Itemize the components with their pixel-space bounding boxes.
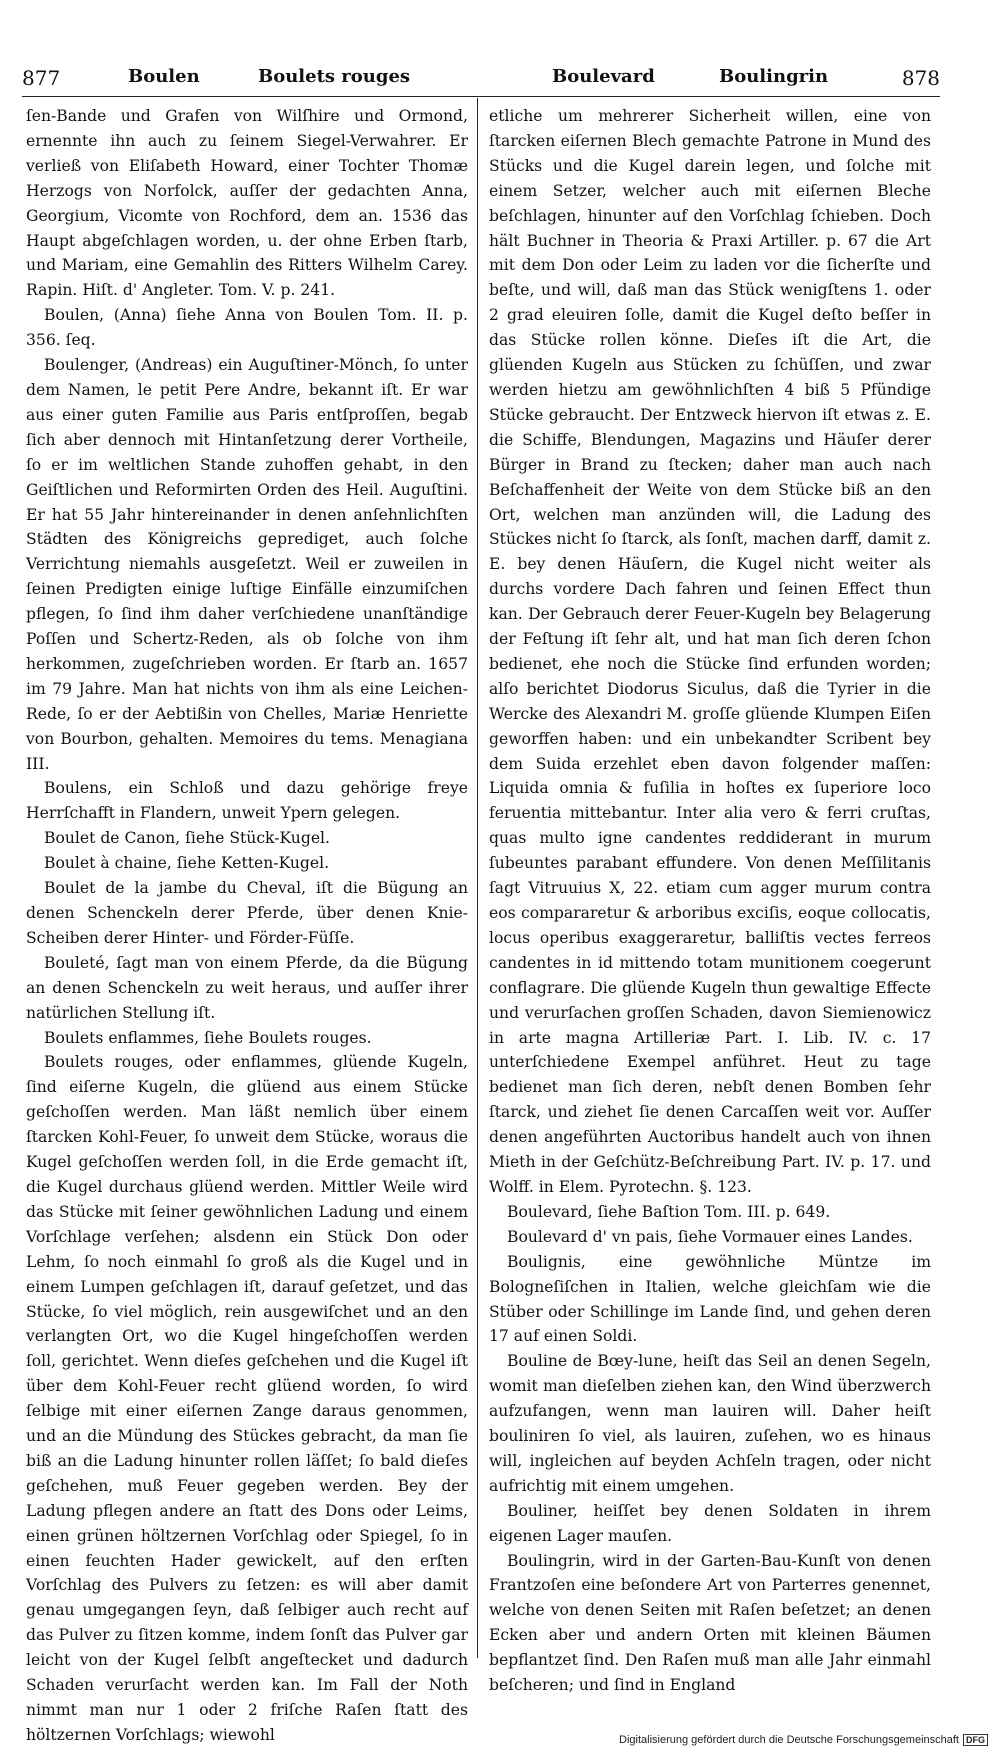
footer-text: Digitalisierung gefördert durch die Deutsche Forschungsgemeinschaft: [619, 1734, 959, 1746]
paragraph: Bouliner, heiſſet bey denen Soldaten in ihrem eigenen Lager mauſen.: [489, 1501, 931, 1545]
left-column: [26, 104, 468, 1748]
paragraph: Boulets rouges, oder enflammes, glüende Kugeln, ſind eiſerne Kugeln, die glüend aus einem Stücke geſchoſſen werden. Man läßt nemlich über einem ſtarcken Kohl-Feuer, ſo unweit dem Stücke, woraus die Kugel geſchoſſen werden ſoll, in die Erde gemacht iſt, die Kugel durchaus glüend werden. Mittler Weile wird das Stücke mit ſeiner gewöhnlichen Ladung und einem Vorſchlage verſehen; alsdenn ein Stück Don oder Lehm, ſo noch einmahl ſo groß als die Kugel und in einem Lumpen geſchlagen iſt, darauf geſetzet, und das Stücke, ſo viel möglich, rein ausgewiſchet und an den verlangten Ort, wo die Kugel hingeſchoſſen werden ſoll, gerichtet. Wenn dieſes geſchehen und die Kugel iſt über dem Kohl-Feuer recht glüend worden, ſo wird ſelbige mit einer eiſernen Zange daraus genommen, und an die Mündung des Stückes gebracht, da man ſie biß an die Ladung hinunter rollen läſſet; ſo bald dieſes geſchehen, muß Feuer gegeben werden. Bey der Ladung pflegen andere an ſtatt des Dons oder Leims, einen grünen höltzernen Vorſchlag oder Spiegel, ſo in einen feuchten Hader gewickelt, auf den erſten Vorſchlag des Pulvers zu ſetzen: es will aber damit genau umgegangen ſeyn, daß ſelbiger auch recht auf das Pulver zu ſitzen komme, indem ſonſt das Pulver gar leicht von der Kugel ſelbſt angeſtecket und dadurch Schaden verurſacht werden kan. Im Fall der Noth nimmt man nur 1 oder 2 friſche Raſen ſtatt des höltzernen Vorſchlags; wiewohl: [26, 1053, 468, 1744]
column-divider: [477, 98, 478, 1658]
paragraph: Boulets enflammes, ſiehe Boulets rouges.: [44, 1028, 372, 1047]
paragraph: Bouleté, ſagt man von einem Pferde, da die Bügung an denen Schenckeln zu weit heraus, und auſſer ihrer natürlichen Stellung iſt.: [26, 953, 468, 1022]
paragraph: Boulevard, ſiehe Baſtion Tom. III. p. 649.: [507, 1202, 831, 1221]
digitization-footer: [619, 1734, 988, 1746]
right-column: [489, 104, 931, 1698]
catchword-2: Boulets rouges: [258, 66, 411, 87]
paragraph: Boulen, (Anna) ſiehe Anna von Boulen Tom. II. p. 356. ſeq.: [26, 306, 468, 350]
paragraph: Boulet de Canon, ſiehe Stück-Kugel.: [44, 829, 331, 848]
catchword-3: Boulevard: [552, 66, 655, 87]
paragraph: Boulevard d' vn pais, ſiehe Vormauer eines Landes.: [507, 1227, 913, 1246]
paragraph: Boulet à chaine, ſiehe Ketten-Kugel.: [44, 854, 330, 873]
paragraph: Boulingrin, wird in der Garten-Bau-Kunſt von denen Frantzoſen eine beſondere Art von Parterres genennet, welche von denen Seiten mit Raſen beſetzet; an denen Ecken aber und andern Orten mit kleinen Bäumen bepflantzet ſind. Den Raſen muß man alle Jahr einmahl beſcheren; und ſind in England: [489, 1551, 931, 1695]
catchword-1: Boulen: [128, 66, 200, 87]
page-header: [0, 62, 1000, 92]
paragraph: Boulignis, eine gewöhnliche Müntze im Bologneſiſchen in Italien, welche gleichſam wie die Stüber oder Schillinge im Lande ſind, und gehen deren 17 auf einen Soldi.: [489, 1252, 931, 1346]
paragraph: etliche um mehrerer Sicherheit willen, eine von ſtarcken eiſernen Blech gemachte Patrone in Mund des Stücks und die Kugel darein legen, und ſolche mit einem Setzer, welcher auch mit eiſernen Bleche beſchlagen, hinunter auf den Vorſchlag ſchieben. Doch hält Buchner in Theoria & Praxi Artiller. p. 67 die Art mit dem Don oder Leim zu laden vor die ſicherſte und beſte, und will, daß man das Stück wenigſtens 1. oder 2 grad eleuiren ſolle, damit die Kugel deſto beſſer in das Stücke rollen könne. Dieſes iſt die Art, die glüenden Kugeln aus Stücken zu ſchüſſen, und zwar werden hietzu am gewöhnlichſten 4 biß 5 Pfündige Stücke gebraucht. Der Entzweck hiervon iſt etwas z. E. die Schiffe, Blendungen, Magazins und Häuſer derer Bürger in Brand zu ſtecken; daher man auch nach Beſchaffenheit der Weite von dem Stücke biß an den Ort, welchen man anzünden will, die Ladung des Stückes nicht ſo ſtarck, als ſonſt, machen darff, damit z. E. bey denen Häuſern, die Kugel nicht weiter als durchs vordere Dach fahren und ſeinen Effect thun kan. Der Gebrauch derer Feuer-Kugeln bey Belagerung der Feſtung iſt ſehr alt, und hat man ſich deren ſchon bedienet, ehe noch die Stücke ſind erfunden worden; alſo berichtet Diodorus Siculus, daß die Tyrier in die Wercke des Alexandri M. groſſe glüende Klumpen Eiſen geworffen haben: und ein unbekandter Scribent bey dem Suida erzehlet eben davon folgender maſſen: Liquida omnia & fuſilia in hoſtes ex ſuperiore loco feruentia mittebantur. Inter alia vero & ferri cruſtas, quas multo igne candentes reddiderant in murum ſubeuntes parabant effundere. Von denen Meſſilitanis ſagt Vitruuius X, 22. etiam cum agger murum contra eos compararetur & arboribus exciſis, eoque collocatis, locus operibus exaggeraretur, balliſtis vectes ferreos candentes in id mittendo totam munitionem coegerunt conflagrare. Die glüende Kugeln thun gewaltige Effecte und verurſachen groſſen Schaden, davon Siemienowicz in arte magna Artilleriæ Part. I. Lib. IV. c. 17 unterſchiedene Exempel anführet. Heut zu tage bedienet man ſich deren, nebſt denen Bomben ſehr ſtarck, und ziehet ſie denen Carcaſſen weit vor. Auſſer denen angeführten Auctoribus handelt auch von ihnen Mieth in der Geſchütz-Beſchreibung Part. IV. p. 17. und Wolff. in Elem. Pyrotechn. §. 123.: [489, 107, 931, 1196]
header-rule: [22, 96, 940, 97]
paragraph: Bouline de Bœy-lune, heiſt das Seil an denen Segeln, womit man dieſelben ziehen kan, den Wind überzwerch aufzufangen, wenn man lauiren will. Daher heiſt bouliniren ſo viel, als lauiren, zuſehen, wo es hinaus will, ingleichen auf beyden Achſeln tragen, oder nicht aufrichtig mit einem umgehen.: [489, 1352, 931, 1495]
paragraph: Boulet de la jambe du Cheval, iſt die Bügung an denen Schenckeln derer Pferde, über denen Knie-Scheiben derer Hinter- und Förder-Füſſe.: [26, 879, 468, 947]
paragraph: Boulenger, (Andreas) ein Auguſtiner-Mönch, ſo unter dem Namen, le petit Pere Andre, bekannt iſt. Er war aus einer guten Familie aus Paris entſproſſen, begab ſich aber dennoch mit Hintanſetzung derer Vortheile, ſo er im weltlichen Stande zuhoffen gehabt, in den Geiſtlichen und Reformirten Orden des Heil. Auguſtini. Er hat 55 Jahr hintereinander in denen anſehnlichſten Städten des Königreichs geprediget, auch ſolche Verrichtung niemahls ausgeſetzt. Weil er zuweilen in ſeinen Predigten einige luſtige Einfälle einzumiſchen pflegen, ſo ſind ihm daher verſchiedene unanſtändige Poſſen und Schertz-Reden, als ob ſolche von ihm herkommen, zugeſchrieben worden. Er ſtarb an. 1657 im 79 Jahre. Man hat nichts von ihm als eine Leichen-Rede, ſo er der Aebtißin von Chelles, Mariæ Henriette von Bourbon, gehalten. Memoires du tems. Menagiana III.: [26, 356, 468, 773]
paragraph: Boulens, ein Schloß und dazu gehörige freye Herrſchafft in Flandern, unweit Ypern gelegen.: [26, 779, 468, 823]
page-number-right: 878: [901, 66, 940, 90]
dfg-logo: DFG: [963, 1734, 988, 1746]
paragraph: ſen-Bande und Grafen von Wilſhire und Ormond, ernennte ihn auch zu ſeinem Siegel-Verwahrer. Er verließ von Eliſabeth Howard, einer Tochter Thomæ Herzogs von Norfolck, auſſer der gedachten Anna, Georgium, Vicomte von Rochford, dem an. 1536 das Haupt abgeſchlagen worden, u. der ohne Erben ſtarb, und Mariam, eine Gemahlin des Ritters Wilhelm Carey. Rapin. Hiſt. d' Angleter. Tom. V. p. 241.: [26, 107, 468, 300]
page-number-left: 877: [22, 66, 61, 90]
catchword-4: Boulingrin: [719, 66, 829, 87]
